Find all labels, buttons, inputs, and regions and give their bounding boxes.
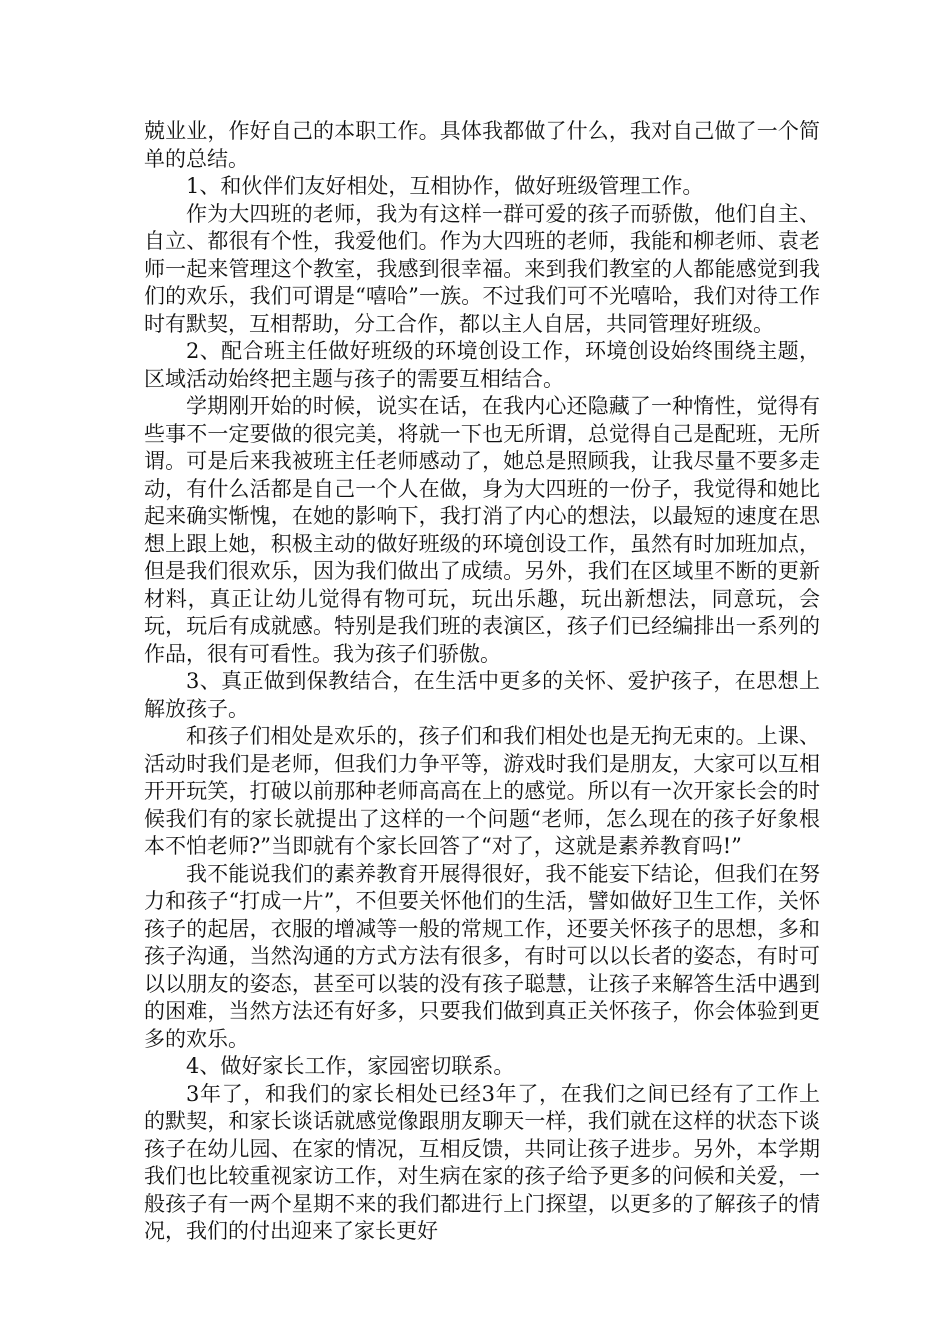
paragraph-8: 我不能说我们的素养教育开展得很好，我不能妄下结论，但我们在努力和孩子“打成一片”，不但要关怀他们的生活，譬如做好卫生工作，关怀孩子的起居，衣服的增减等一般的常规工作，还要关怀孩子的思想，多和孩子沟通，当然沟通的方式方法有很多，有时可以以长者的姿态，有时可以以朋友的姿态，甚至可以装的没有孩子聪慧，让孩子来解答生活中遇到的困难，当然方法还有好多，只要我们做到真正关怀孩子，你会体验到更多的欢乐。 <box>144 861 820 1051</box>
paragraph-3: 作为大四班的老师，我为有这样一群可爱的孩子而骄傲，他们自主、自立、都很有个性，我爱他们。作为大四班的老师，我能和柳老师、袁老师一起来管理这个教室，我感到很幸福。来到我们教室的人都能感觉到我们的欢乐，我们可谓是“嘻哈”一族。不过我们可不光嘻哈，我们对待工作时有默契，互相帮助，分工合作，都以主人自居，共同管理好班级。 <box>144 201 820 336</box>
paragraph-7: 和孩子们相处是欢乐的，孩子们和我们相处也是无拘无束的。上课、活动时我们是老师，但我们力争平等，游戏时我们是朋友，大家可以互相开开玩笑，打破以前那种老师高高在上的感觉。所以有一次开家长会的时候我们有的家长就提出了这样的一个问题“老师，怎么现在的孩子好象根本不怕老师?”当即就有个家长回答了“对了，这就是素养教育吗!” <box>144 724 820 858</box>
paragraph-9-heading: 4、做好家长工作，家园密切联系。 <box>186 1054 515 1078</box>
paragraph-5: 学期刚开始的时候，说实在话，在我内心还隐藏了一种惰性，觉得有些事不一定要做的很完美，将就一下也无所谓，总觉得自己是配班，无所谓。可是后来我被班主任老师感动了，她总是照顾我，让我尽量不要多走动，有什么活都是自己一个人在做，身为大四班的一份子，我觉得和她比起来确实惭愧，在她的影响下，我打消了内心的想法，以最短的速度在思想上跟上她，积极主动的做好班级的环境创设工作，虽然有时加班加点，但是我们很欢乐，因为我们做出了成绩。另外，我们在区域里不断的更新材料，真正让幼儿觉得有物可玩，玩出乐趣，玩出新想法，同意玩，会玩，玩后有成就感。特别是我们班的表演区，孩子们已经编排出一系列的作品，很有可看性。我为孩子们骄傲。 <box>144 394 820 666</box>
document-body <box>144 118 820 1246</box>
paragraph-4-heading: 2、配合班主任做好班级的环境创设工作，环境创设始终围绕主题，区域活动始终把主题与孩子的需要互相结合。 <box>144 339 820 391</box>
paragraph-6-heading: 3、真正做到保教结合，在生活中更多的关怀、爱护孩子，在思想上解放孩子。 <box>144 669 820 721</box>
paragraph-10: 3年了，和我们的家长相处已经3年了，在我们之间已经有了工作上的默契，和家长谈话就感觉像跟朋友聊天一样，我们就在这样的状态下谈孩子在幼儿园、在家的情况，互相反馈，共同让孩子进步。另外，本学期我们也比较重视家访工作，对生病在家的孩子给予更多的问候和关爱，一般孩子有一两个星期不来的我们都进行上门探望，以更多的了解孩子的情况，我们的付出迎来了家长更好 <box>144 1081 820 1243</box>
paragraph-2-heading: 1、和伙伴们友好相处，互相协作，做好班级管理工作。 <box>186 174 704 198</box>
paragraph-1: 兢业业，作好自己的本职工作。具体我都做了什么，我对自己做了一个简单的总结。 <box>144 119 820 171</box>
